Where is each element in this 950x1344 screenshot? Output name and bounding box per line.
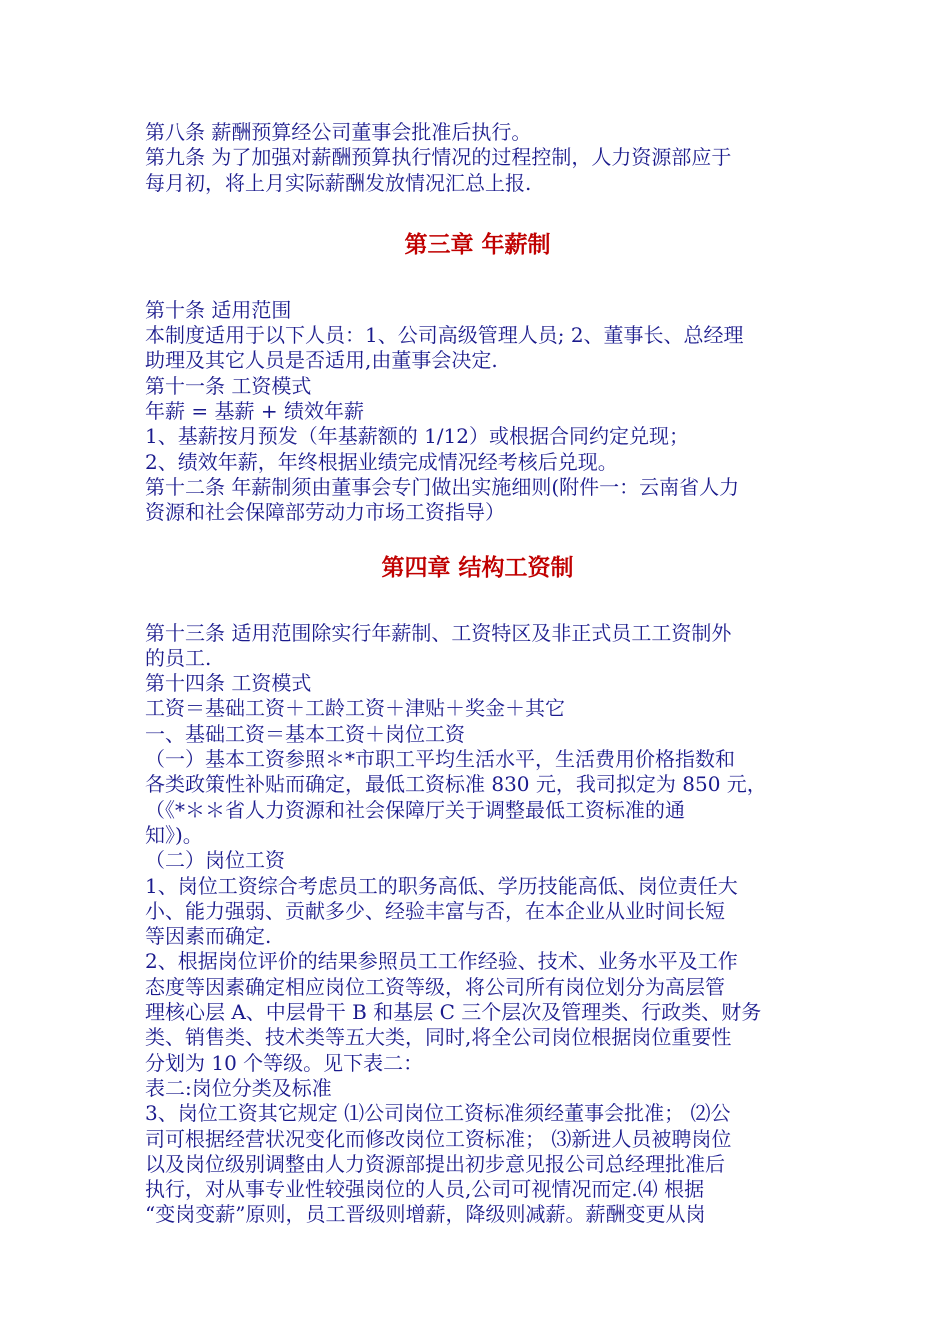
text-line: 3、岗位工资其它规定 ⑴公司岗位工资标准须经董事会批准； ⑵公 [145, 1101, 731, 1126]
text-line: 工资＝基础工资＋工龄工资＋津贴＋奖金＋其它 [145, 696, 565, 721]
text-line: 第十条 适用范围 [145, 297, 292, 322]
text-line: 第八条 薪酬预算经公司董事会批准后执行。 [145, 120, 532, 144]
text-line: 1、岗位工资综合考虑员工的职务高低、学历技能高低、岗位责任大 [145, 873, 738, 898]
text-line: 第十一条 工资模式 [145, 373, 312, 398]
text-line: 态度等因素确定相应岗位工资等级，将公司所有岗位划分为高层管 [145, 974, 725, 999]
text-line: 2、根据岗位评价的结果参照员工工作经验、技术、业务水平及工作 [145, 949, 738, 974]
chapter-4-heading: 第四章 结构工资制 [381, 554, 574, 581]
text-line: 第九条 为了加强对薪酬预算执行情况的过程控制，人力资源部应于 [145, 145, 732, 170]
text-line: 1、基薪按月预发（年基薪额的 1/12）或根据合同约定兑现； [145, 424, 689, 449]
text-line: 类、销售类、技术类等五大类，同时,将全公司岗位根据岗位重要性 [145, 1025, 732, 1050]
text-line: 司可根据经营状况变化而修改岗位工资标准； ⑶新进人员被聘岗位 [145, 1126, 732, 1151]
text-line: 分划为 10 个等级。见下表二： [145, 1050, 424, 1075]
articles-13-14 [145, 621, 810, 1228]
articles-10-12 [145, 298, 810, 526]
text-line: （一）基本工资参照＊*市职工平均生活水平，生活费用价格指数和 [145, 747, 735, 772]
text-line: 以及岗位级别调整由人力资源部提出初步意见报公司总经理批准后 [145, 1151, 725, 1176]
text-line: 每月初，将上月实际薪酬发放情况汇总上报. [145, 170, 532, 195]
text-line: 各类政策性补贴而确定，最低工资标准 830 元，我司拟定为 850 元， [145, 772, 767, 797]
text-line: 第十四条 工资模式 [145, 671, 312, 696]
text-line: 第十三条 适用范围除实行年薪制、工资特区及非正式员工工资制外 [145, 620, 732, 645]
text-line: （《*＊＊省人力资源和社会保障厅关于调整最低工资标准的通 [145, 797, 685, 822]
text-line: 的员工. [145, 645, 212, 670]
chapter-3-heading: 第三章 年薪制 [404, 231, 551, 258]
text-line: 小、能力强弱、贡献多少、经验丰富与否，在本企业从业时间长短 [145, 898, 725, 923]
text-line: 年薪 = 基薪 + 绩效年薪 [145, 399, 364, 424]
text-line: 等因素而确定. [145, 924, 272, 949]
document-body [145, 120, 810, 1228]
text-line: 知》)。 [145, 822, 203, 847]
text-line: 一、基础工资＝基本工资＋岗位工资 [145, 721, 465, 746]
articles-8-9 [145, 120, 810, 196]
text-line: 第十二条 年薪制须由董事会专门做出实施细则(附件一：云南省人力 [145, 474, 740, 499]
text-line: 执行，对从事专业性较强岗位的人员,公司可视情况而定.⑷ 根据 [145, 1177, 705, 1202]
text-line: 2、绩效年薪，年终根据业绩完成情况经考核后兑现。 [145, 449, 618, 474]
text-line: 资源和社会保障部劳动力市场工资指导） [145, 500, 505, 525]
text-line: “变岗变薪”原则，员工晋级则增薪，降级则减薪。薪酬变更从岗 [145, 1202, 706, 1227]
text-line: （二）岗位工资 [145, 848, 285, 873]
text-line: 理核心层 A、中层骨干 B 和基层 C 三个层次及管理类、行政类、财务 [145, 1000, 762, 1025]
text-line: 本制度适用于以下人员：1、公司高级管理人员; 2、董事长、总经理 [145, 323, 744, 348]
text-line: 表二:岗位分类及标准 [145, 1075, 332, 1100]
text-line: 助理及其它人员是否适用,由董事会决定. [145, 348, 498, 373]
